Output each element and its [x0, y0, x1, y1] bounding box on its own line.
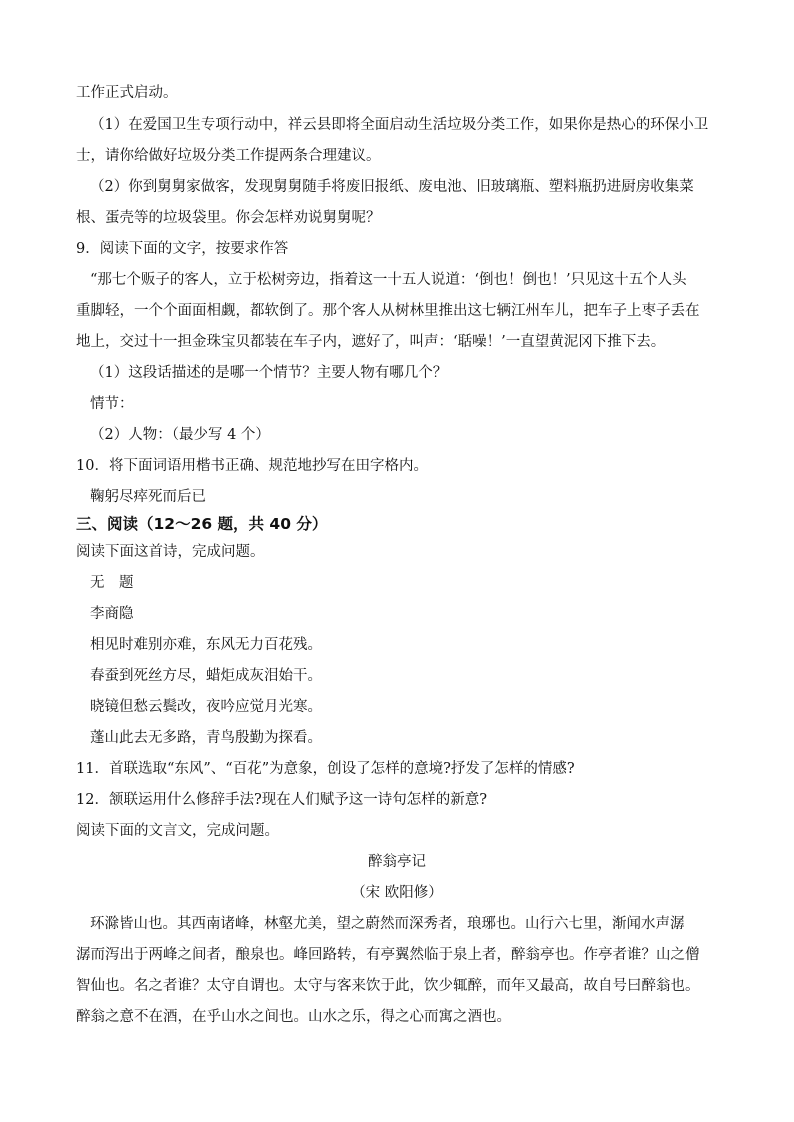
poem-line: 春蚕到死丝方尽，蜡炬成灰泪始干。: [90, 668, 322, 684]
poem-title: 无 题: [90, 575, 134, 591]
plot-answer-label: 情节：: [90, 396, 134, 412]
passage-line: 地上，交过十一担金珠宝贝都装在车子内，遮好了，叫声：‘聒噪！’一直望黄泥冈下推下去。: [76, 334, 666, 350]
question-8-1-cont: 士，请你给做好垃圾分类工作提两条合理建议。: [76, 148, 381, 164]
prose-author: （宋 欧阳修）: [351, 885, 443, 901]
poem-author: 李商隐: [90, 606, 134, 622]
question-9-title: 9．阅读下面的文字，按要求作答: [76, 241, 289, 257]
prose-line: 智仙也。名之者谁？太守自谓也。太守与客来饮于此，饮少辄醉，而年又最高，故自号曰醉翁也。: [76, 978, 700, 994]
poem-line: 蓬山此去无多路，青鸟殷勤为探看。: [90, 730, 322, 746]
poem-intro: 阅读下面这首诗，完成问题。: [76, 544, 265, 560]
prose-line: 醉翁之意不在酒，在乎山水之间也。山水之乐，得之心而寓之酒也。: [76, 1009, 511, 1025]
question-10-words: 鞠躬尽瘁死而后已: [90, 489, 206, 505]
prose-intro: 阅读下面的文言文，完成问题。: [76, 823, 279, 839]
question-9-2: （2）人物：（最少写 4 个）: [90, 427, 270, 443]
section-heading: 三、阅读（12～26 题，共 40 分）: [76, 515, 328, 533]
question-8-1: （1）在爱国卫生专项行动中，祥云县即将全面启动生活垃圾分类工作，如果你是热心的环保小卫: [90, 117, 709, 133]
question-12: 12．颔联运用什么修辞手法?现在人们赋予这一诗句怎样的新意?: [76, 792, 487, 808]
question-8-2-cont: 根、蛋壳等的垃圾袋里。你会怎样劝说舅舅呢？: [76, 210, 381, 226]
continuation-text: 工作正式启动。: [76, 85, 178, 101]
passage-line: “那七个贩子的客人，立于松树旁边，指着这一十五人说道：‘倒也！倒也！’只见这十五个人头: [90, 272, 687, 288]
question-8-2: （2）你到舅舅家做客，发现舅舅随手将废旧报纸、废电池、旧玻璃瓶、塑料瓶扔进厨房收集菜: [90, 179, 694, 195]
prose-title: 醉翁亭记: [368, 854, 426, 870]
prose-line: 环滁皆山也。其西南诸峰，林壑尤美，望之蔚然而深秀者，琅琊也。山行六七里，渐闻水声潺: [90, 916, 685, 932]
question-10-title: 10．将下面词语用楷书正确、规范地抄写在田字格内。: [76, 458, 428, 474]
passage-line: 重脚轻，一个个面面相觑，都软倒了。那个客人从树林里推出这七辆江州车儿，把车子上枣子丢在: [76, 303, 700, 319]
poem-line: 晓镜但愁云鬓改，夜吟应觉月光寒。: [90, 699, 322, 715]
poem-line: 相见时难别亦难，东风无力百花残。: [90, 637, 322, 653]
question-11: 11．首联选取“东风”、“百花”为意象，创设了怎样的意境?抒发了怎样的情感?: [76, 761, 575, 777]
question-9-1: （1）这段话描述的是哪一个情节？主要人物有哪几个？: [90, 365, 448, 381]
prose-line: 潺而泻出于两峰之间者，酿泉也。峰回路转，有亭翼然临于泉上者，醉翁亭也。作亭者谁？山之僧: [76, 947, 700, 963]
